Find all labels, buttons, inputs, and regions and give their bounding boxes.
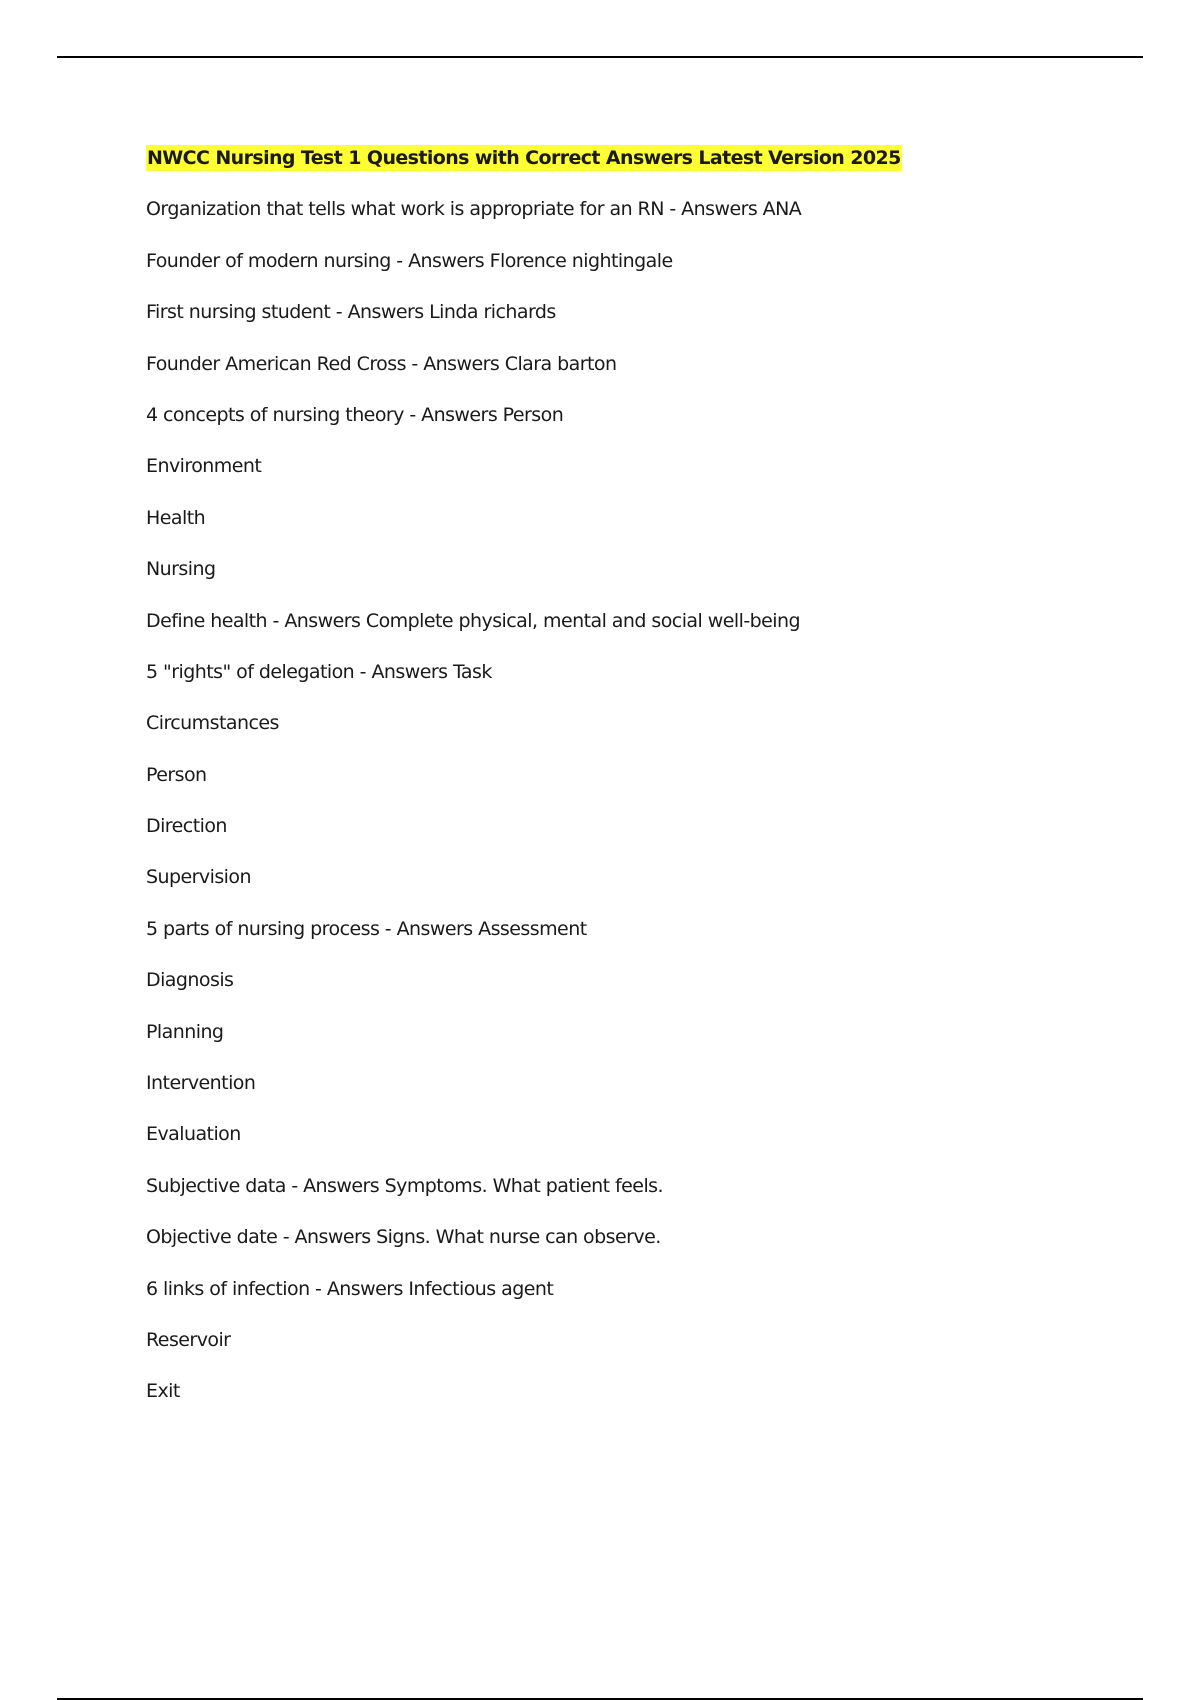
text-line: Planning [146,1020,224,1043]
text-line: Reservoir [146,1328,231,1351]
text-line: Define health - Answers Complete physical, mental and social well-being [146,609,801,632]
text-line: Exit [146,1380,180,1403]
text-line: Supervision [146,866,251,889]
document-title: NWCC Nursing Test 1 Questions with Correct Answers Latest Version 2025 [147,147,901,169]
text-line: 5 parts of nursing process - Answers Assessment [146,917,587,940]
text-line: Environment [146,455,262,478]
text-line: 4 concepts of nursing theory - Answers Person [146,403,564,426]
text-line: Objective date - Answers Signs. What nurse can observe. [146,1226,661,1249]
text-line: Health [146,506,206,529]
text-line: Evaluation [146,1123,241,1146]
text-line: Organization that tells what work is appropriate for an RN - Answers ANA [146,198,802,221]
question-answer-list [146,196,1106,1404]
text-line: Nursing [146,558,216,581]
text-line: Circumstances [146,712,279,735]
header-rule [57,56,1143,58]
text-line: Direction [146,815,227,838]
text-line: 5 "rights" of delegation - Answers Task [146,660,492,683]
text-line: 6 links of infection - Answers Infectious agent [146,1277,554,1300]
text-line: Founder American Red Cross - Answers Clara barton [146,352,617,375]
text-line: Person [146,763,207,786]
text-line: Diagnosis [146,969,234,992]
text-line: Founder of modern nursing - Answers Florence nightingale [146,249,673,272]
text-line: First nursing student - Answers Linda richards [146,301,556,324]
text-line: Subjective data - Answers Symptoms. What patient feels. [146,1174,664,1197]
text-line: Intervention [146,1072,256,1095]
document-body [146,145,1106,1404]
